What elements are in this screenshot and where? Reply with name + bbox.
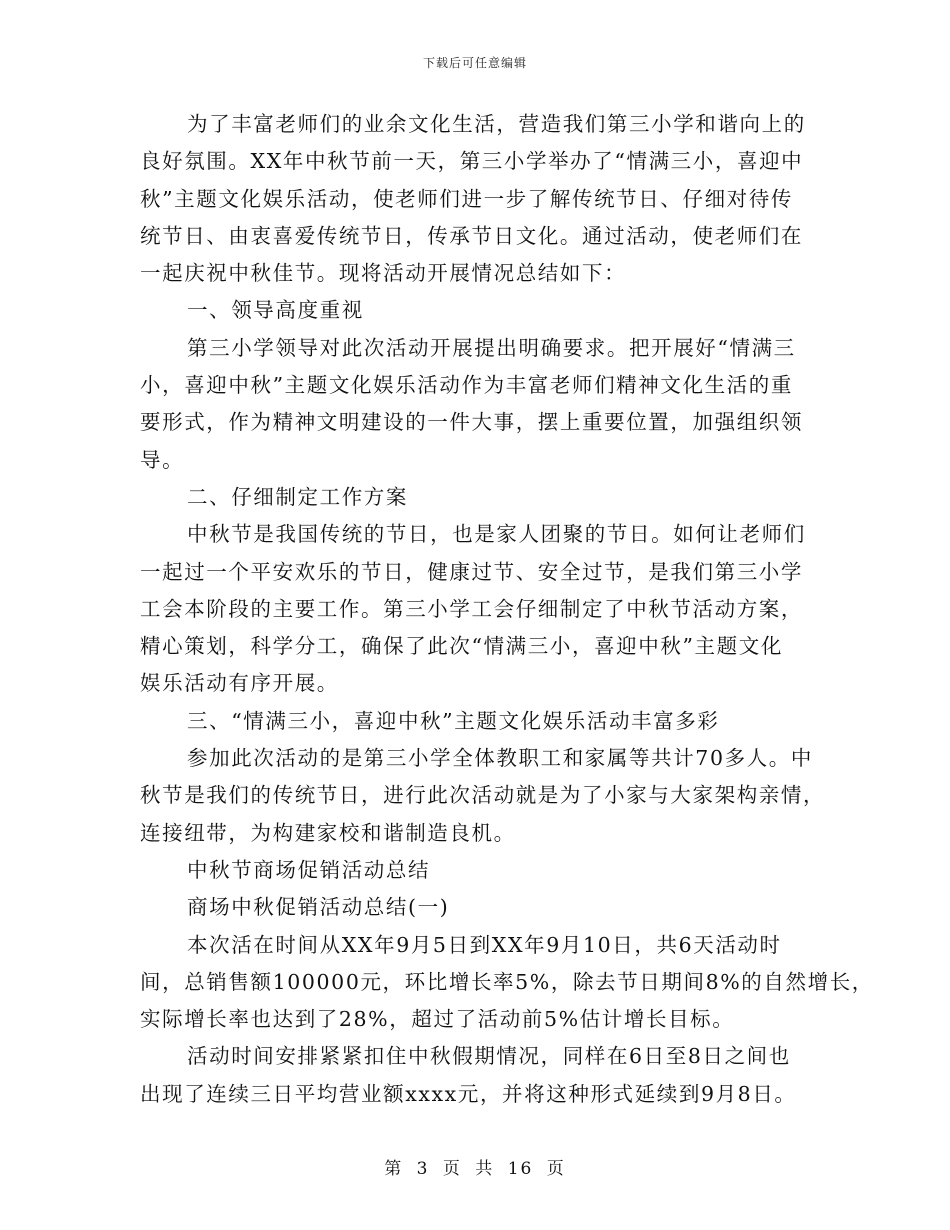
- text-line: 活动时间安排紧紧扣住中秋假期情况，同样在6日至8日之间也: [187, 1044, 791, 1069]
- text-line: 第三小学领导对此次活动开展提出明确要求。把开展好“情满三: [187, 335, 796, 360]
- header-note: 下载后可任意编辑: [422, 56, 527, 70]
- text-line: 本次活在时间从XX年9月5日到XX年9月10日，共6天活动时: [187, 932, 782, 957]
- text-line: 秋节是我们的传统节日，进行此次活动就是为了小家与大家架构亲情，: [140, 783, 826, 808]
- text-line: 工会本阶段的主要工作。第三小学工会仔细制定了中秋节活动方案，: [140, 596, 803, 621]
- text-line: 为了丰富老师们的业余文化生活，营造我们第三小学和谐向上的: [187, 112, 806, 136]
- text-line: 间，总销售额100000元，环比增长率5%，除去节日期间8%的自然增长，: [140, 969, 874, 994]
- text-line: 小，喜迎中秋”主题文化娱乐活动作为丰富老师们精神文化生活的重: [140, 373, 793, 398]
- text-line: 良好氛围。XX年中秋节前一天，第三小学举办了“情满三小，喜迎中: [140, 149, 804, 174]
- text-line: 精心策划，科学分工，确保了此次“情满三小，喜迎中秋”主题文化: [140, 634, 783, 659]
- page-footer: 第 3 页 共 16 页: [384, 1159, 566, 1179]
- text-line: 连接纽带，为构建家校和谐制造良机。: [140, 820, 516, 845]
- text-line: 中秋节商场促销活动总结: [187, 857, 431, 882]
- document-body: [140, 106, 874, 1113]
- text-line: 商场中秋促销活动总结(一): [187, 895, 450, 920]
- text-line: 一起过一个平安欢乐的节日，健康过节、安全过节，是我们第三小学: [140, 559, 803, 584]
- text-line: 一、领导高度重视: [187, 298, 364, 323]
- text-line: 参加此次活动的是第三小学全体教职工和家属等共计70多人。中: [187, 746, 813, 771]
- text-line: 一起庆祝中秋佳节。现将活动开展情况总结如下：: [140, 261, 627, 286]
- text-line: 统节日、由衷喜爱传统节日，传承节日文化。通过活动，使老师们在: [140, 223, 803, 248]
- text-line: 要形式，作为精神文明建设的一件大事，摆上重要位置，加强组织领: [140, 410, 803, 435]
- text-line: 导。: [140, 447, 185, 472]
- text-line: 秋”主题文化娱乐活动，使老师们进一步了解传统节日、仔细对待传: [140, 186, 793, 211]
- text-line: 娱乐活动有序开展。: [140, 671, 339, 696]
- text-line: 实际增长率也达到了28%，超过了活动前5%估计增长目标。: [140, 1007, 735, 1032]
- text-line: 二、仔细制定工作方案: [187, 484, 408, 509]
- text-line: 出现了连续三日平均营业额xxxx元，并将这种形式延续到9月8日。: [140, 1081, 797, 1106]
- text-line: 中秋节是我国传统的节日，也是家人团聚的节日。如何让老师们: [187, 522, 806, 547]
- text-line: 三、“情满三小，喜迎中秋”主题文化娱乐活动丰富多彩: [187, 708, 720, 733]
